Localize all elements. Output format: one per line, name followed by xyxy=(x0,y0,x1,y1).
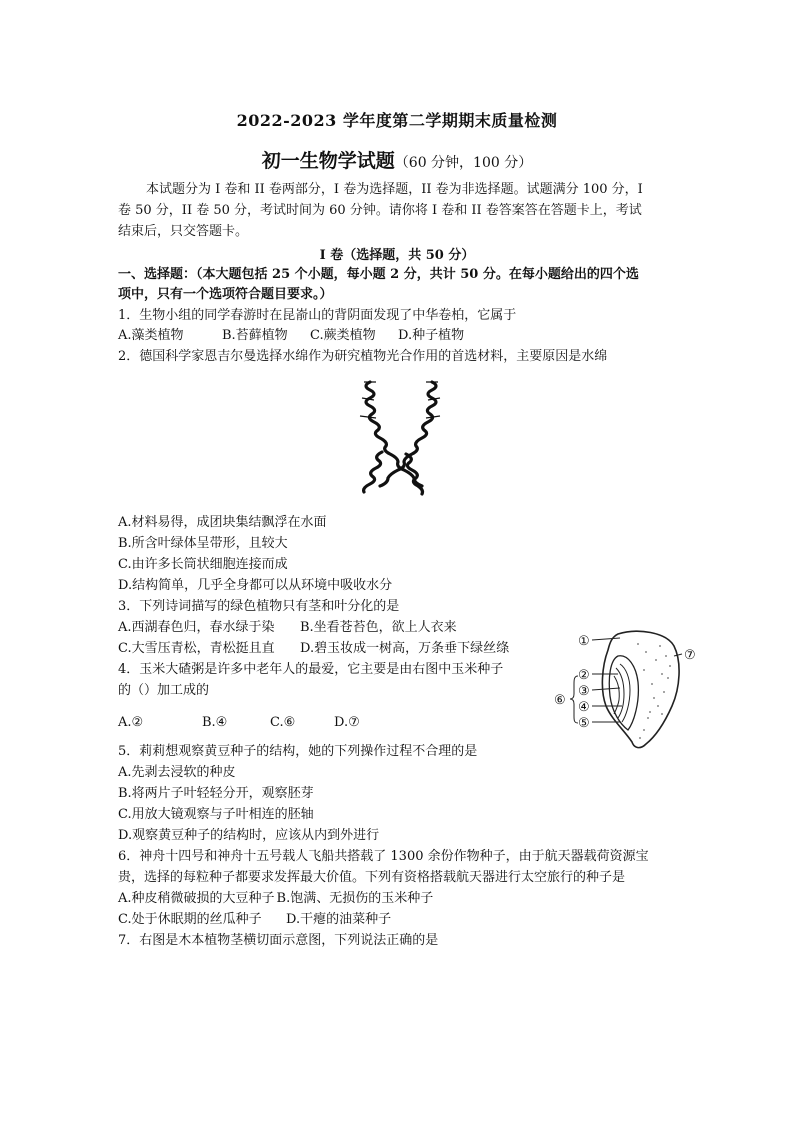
section-title: I 卷（选择题，共 50 分） xyxy=(319,248,475,263)
q1-options xyxy=(118,326,464,346)
q6-option-a: A.种皮稍微破损的大豆种子 xyxy=(118,891,275,906)
q3-stem: 3．下列诗词描写的绿色植物只有茎和叶分化的是 xyxy=(118,599,400,614)
q1-stem: 1．生物小组的同学春游时在昆嵛山的背阴面发现了中华卷柏，它属于 xyxy=(118,308,517,323)
q2-option-b: B.所含叶绿体呈带形，且较大 xyxy=(118,536,288,551)
q1-option-b: B.苔藓植物 xyxy=(222,328,288,343)
exam-title: 2022-2023 学年度第二学期期末质量检测 xyxy=(236,111,558,130)
part-instruction-line-1: 一、选择题：（本大题包括 25 个小题，每小题 2 分，共计 50 分。在每小题给出的四个选 xyxy=(118,267,639,282)
label-3: ③ xyxy=(578,684,590,699)
q5-option-d: D.观察黄豆种子的结构时，应该从内到外进行 xyxy=(118,828,380,843)
label-1: ① xyxy=(578,634,590,649)
q7-stem: 7．右图是木本植物茎横切面示意图，下列说法正确的是 xyxy=(118,933,439,948)
q6-option-b: B.饱满、无损伤的玉米种子 xyxy=(276,891,434,906)
q6-options-row2 xyxy=(118,910,391,930)
q6-stem-line-1: 6．神舟十四号和神舟十五号载人飞船共搭载了 1300 余份作物种子，由于航天器载荷资源宝 xyxy=(118,849,649,864)
intro-line-1: 本试题分为 I 卷和 II 卷两部分，I 卷为选择题，II 卷为非选择题。试题满分 100 分，I xyxy=(146,182,643,197)
q3-option-a: A.西湖春色归，春水绿于染 xyxy=(118,620,275,635)
q4-stem-line-1: 4．玉米大碴粥是许多中老年人的最爱，它主要是由右图中玉米种子 xyxy=(118,662,504,677)
q2-option-a: A.材料易得，成团块集结飘浮在水面 xyxy=(118,515,327,530)
label-6: ⑥ xyxy=(554,693,566,708)
q3-options-row1 xyxy=(118,618,457,638)
label-5: ⑤ xyxy=(578,716,590,731)
q3-option-b: B.坐看苍苔色，欲上人衣来 xyxy=(300,620,457,635)
subject-title: 初一生物学试题 xyxy=(261,150,395,172)
q4-stem-line-2: 的（）加工成的 xyxy=(118,683,210,698)
q5-option-a: A.先剥去浸软的种皮 xyxy=(118,765,236,780)
q2-option-d: D.结构简单，几乎全身都可以从环境中吸收水分 xyxy=(118,578,393,593)
q1-option-a: A.藻类植物 xyxy=(118,328,184,343)
q6-stem-line-2: 贵，选择的每粒种子都要求发挥最大价值。下列有资格搭载航天器进行太空旅行的种子是 xyxy=(118,870,626,885)
corn-seed-diagram xyxy=(548,626,710,756)
q6-options-row1 xyxy=(118,889,433,909)
intro-line-3: 结束后，只交答题卡。 xyxy=(118,224,249,239)
q4-options xyxy=(118,713,360,733)
q3-option-c: C.大雪压青松，青松挺且直 xyxy=(118,641,275,656)
q3-option-d: D.碧玉妆成一树高，万条垂下绿丝绦 xyxy=(300,641,510,656)
time-score-note: （60 分钟，100 分） xyxy=(394,155,533,171)
q5-stem: 5．莉莉想观察黄豆种子的结构，她的下列操作过程不合理的是 xyxy=(118,744,478,759)
q1-option-c: C.蕨类植物 xyxy=(310,328,376,343)
q4-option-d: D.⑦ xyxy=(334,715,360,730)
q4-option-c: C.⑥ xyxy=(270,715,296,730)
q6-option-d: D.干瘪的油菜种子 xyxy=(286,912,392,927)
label-4: ④ xyxy=(578,700,590,715)
exam-subtitle xyxy=(0,146,794,173)
q2-stem: 2．德国科学家恩吉尔曼选择水绵作为研究植物光合作用的首选材料，主要原因是水绵 xyxy=(118,349,608,364)
label-2: ② xyxy=(578,668,590,683)
q3-options-row2 xyxy=(118,639,509,659)
intro-line-2: 卷 50 分，II 卷 50 分，考试时间为 60 分钟。请你将 I 卷和 II 卷答案答在答题卡上，考试 xyxy=(118,203,642,218)
q5-option-c: C.用放大镜观察与子叶相连的胚轴 xyxy=(118,807,314,822)
q6-option-c: C.处于休眠期的丝瓜种子 xyxy=(118,912,262,927)
spirogyra-illustration xyxy=(340,376,450,501)
q5-option-b: B.将两片子叶轻轻分开，观察胚芽 xyxy=(118,786,314,801)
q4-option-b: B.④ xyxy=(202,715,228,730)
q4-option-a: A.② xyxy=(118,715,144,730)
part-instruction-line-2: 项中，只有一个选项符合题目要求。） xyxy=(118,287,333,302)
q2-option-c: C.由许多长筒状细胞连接而成 xyxy=(118,557,288,572)
label-7: ⑦ xyxy=(684,648,696,663)
q1-option-d: D.种子植物 xyxy=(398,328,465,343)
